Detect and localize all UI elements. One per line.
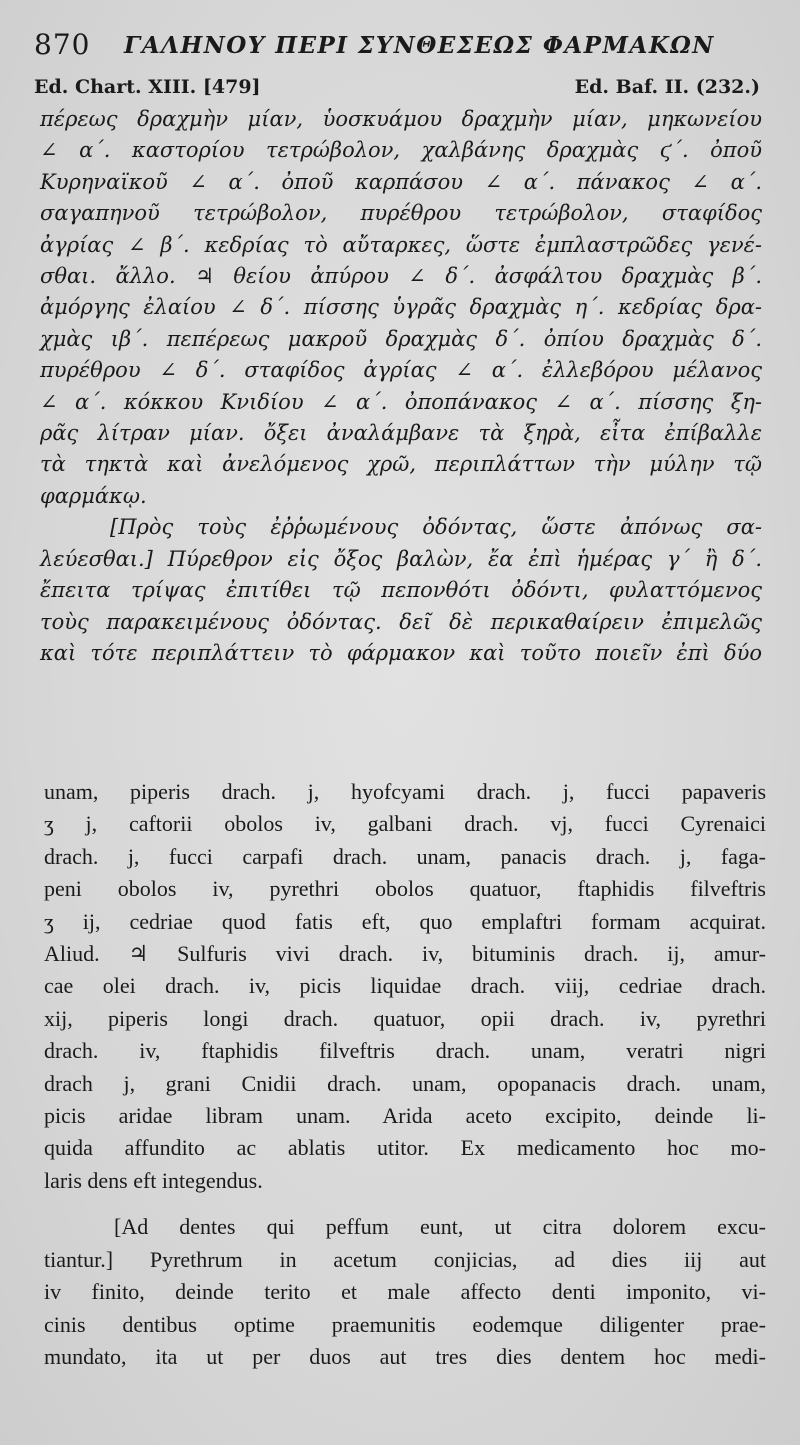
page-header [34,28,760,68]
greek-line: τοὺς παρακειμένους ὀδόντας. δεῖ δὲ περικαθαίρειν ἐπιμελῶς [40,609,762,634]
latin-line: cinis dentibus optime praemunitis eodemque diligenter prae- [44,1311,766,1337]
greek-line: τὰ τηκτὰ καὶ ἀνελόμενος χρῶ, περιπλάττων τὴν μύλην τῷ [40,452,762,477]
latin-line: cae olei drach. iv, picis liquidae drach. viij, cedriae drach. [44,973,766,999]
latin-section-heading-line: [Ad dentes qui peffum eunt, ut citra dolorem excu- [114,1214,766,1240]
latin-text-block [44,776,766,1373]
latin-line: peni obolos iv, pyrethri obolos quatuor, ftaphidis filveftris [44,876,766,902]
page-number: 870 [34,28,91,61]
greek-line: φαρμάκῳ. [40,483,147,508]
latin-line: Aliud. ♃ Sulfuris vivi drach. iv, bituminis drach. ij, amur- [44,941,766,967]
greek-line: ἀμόργης ἐλαίου ∠ δ΄. πίσσης ὑγρᾶς δραχμὰς η΄. κεδρίας δρα- [40,295,762,320]
greek-line: λεύεσθαι.] Πύρεθρον εἰς ὄξος βαλὼν, ἔα ἐπὶ ἡμέρας γ΄ ἢ δ΄. [40,546,762,571]
greek-line: πέρεως δραχμὴν μίαν, ὑοσκυάμου δραχμὴν μίαν, μηκωνείου [40,107,762,131]
latin-line: ʒ ij, cedriae quod fatis eft, quo emplaftri formam acquirat. [44,908,766,934]
edition-chartier: Ed. Chart. XIII. [479] [34,76,261,98]
latin-line: iv finito, deinde terito et male affecto denti imponito, vi- [44,1279,766,1305]
greek-line: καὶ τότε περιπλάττειν τὸ φάρμακον καὶ τοῦτο ποιεῖν ἐπὶ δύο [40,640,762,665]
latin-line: drach. iv, ftaphidis filveftris drach. unam, veratri nigri [44,1038,766,1064]
greek-line: Κυρηναϊκοῦ ∠ α΄. ὀποῦ καρπάσου ∠ α΄. πάνακος ∠ α΄. [40,169,762,194]
greek-line: ἀγρίας ∠ β΄. κεδρίας τὸ αὔταρκες, ὥστε ἐμπλαστρῶδες γενέ- [40,232,762,257]
greek-line: σθαι. ἄλλο. ♃ θείου ἀπύρου ∠ δ΄. ἀσφάλτου δραχμὰς β΄. [40,264,762,289]
edition-references [34,76,760,102]
latin-line: quida affundito ac ablatis utitor. Ex medicamento hoc mo- [44,1135,766,1161]
edition-basel: Ed. Baf. II. (232.) [574,76,760,98]
greek-line: χμὰς ιβ΄. πεπέρεως μακροῦ δραχμὰς δ΄. ὀπίου δραχμὰς δ΄. [40,326,762,351]
latin-line: drach. j, fucci carpafi drach. unam, panacis drach. j, faga- [44,843,766,869]
greek-line: ∠ α΄. κόκκου Κνιδίου ∠ α΄. ὀποπάνακος ∠ α΄. πίσσης ξη- [40,389,762,414]
greek-line: ρᾶς λίτραν μίαν. ὄξει ἀναλάμβανε τὰ ξηρὰ, εἶτα ἐπίβαλλε [40,421,762,446]
latin-line: xij, piperis longi drach. quatuor, opii drach. iv, pyrethri [44,1005,766,1031]
greek-line: σαγαπηνοῦ τετρώβολον, πυρέθρου τετρώβολον, σταφίδος [40,201,762,226]
greek-section-heading-line: [Πρὸς τοὺς ἐῤῥωμένους ὀδόντας, ὥστε ἀπόνως σα- [110,515,762,540]
latin-line: ʒ j, caftorii obolos iv, galbani drach. vj, fucci Cyrenaici [44,811,766,837]
latin-line: unam, piperis drach. j, hyofcyami drach. j, fucci papaveris [44,779,766,804]
greek-text-block [40,104,762,669]
latin-line: laris dens eft integendus. [44,1167,263,1193]
latin-line: drach j, grani Cnidii drach. unam, opopanacis drach. unam, [44,1070,766,1096]
greek-line: πυρέθρου ∠ δ΄. σταφίδος ἀγρίας ∠ α΄. ἐλλεβόρου μέλανος [40,358,762,383]
running-title: ΓΑΛΗΝΟΥ ΠΕΡΙ ΣΥΝΘΕΣΕΩΣ ΦΑΡΜΑΚΩΝ [124,32,715,59]
greek-line: ∠ α΄. καστορίου τετρώβολον, χαλβάνης δραχμὰς ϛ΄. ὀποῦ [40,138,762,163]
greek-line: ἔπειτα τρίψας ἐπιτίθει τῷ πεπονθότι ὀδόντι, φυλαττόμενος [40,578,762,603]
latin-line: picis aridae libram unam. Arida aceto excipito, deinde li- [44,1103,766,1129]
latin-line: mundato, ita ut per duos aut tres dies dentem hoc medi- [44,1343,766,1369]
latin-line: tiantur.] Pyrethrum in acetum conjicias, ad dies iij aut [44,1246,766,1272]
